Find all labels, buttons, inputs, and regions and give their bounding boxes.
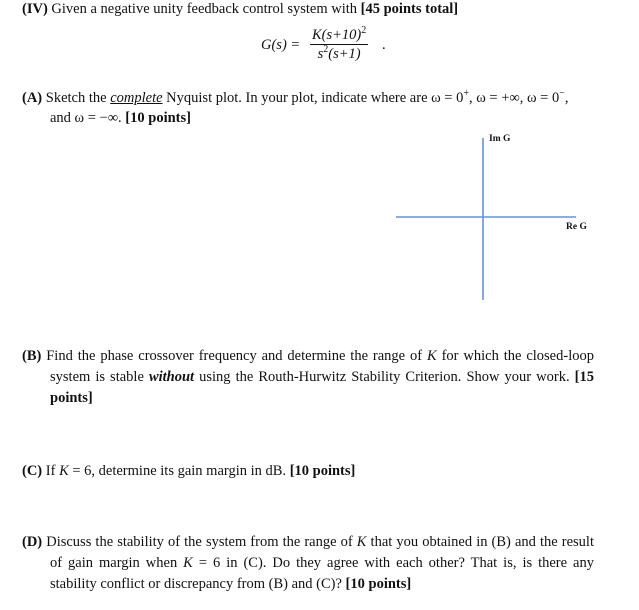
part-b (22, 346, 594, 409)
part-a-text-3: , ω = +∞, ω = 0 (469, 90, 560, 106)
real-axis-label: Re G (566, 222, 587, 232)
imaginary-axis-label: Im G (489, 134, 511, 144)
part-a-line2-text: and ω = −∞. (50, 110, 126, 126)
part-c-points: [10 points] (289, 463, 356, 479)
transfer-function-lhs-text: G(s) = (261, 37, 301, 53)
part-d-var: K (356, 534, 367, 550)
part-d-text (22, 532, 594, 595)
part-a-emphasis: complete (110, 90, 163, 106)
part-b-var: K (427, 348, 437, 364)
part-a-sup-1: + (463, 88, 469, 99)
part-a-line-2 (50, 109, 191, 128)
part-a-text-2: Nyquist plot. In your plot, indicate where are ω = 0 (162, 90, 464, 106)
transfer-function-period: . (382, 37, 386, 53)
part-d-text-2: that you obtained in (B) and the result of gain margin when (50, 534, 594, 571)
part-a-sup-2: − (559, 88, 565, 99)
part-a-text-4: , (564, 90, 569, 106)
part-b-points: [15 points] (50, 369, 594, 406)
part-d-points: [10 points] (345, 576, 412, 592)
problem-intro: Given a negative unity feedback control system with (47, 1, 361, 17)
problem-points: [45 points total] (360, 1, 459, 17)
numerator-exponent: 2 (361, 25, 367, 36)
numerator-text: K(s+10) (312, 27, 362, 43)
part-c-text-1: If (42, 463, 60, 479)
denominator-base: s (317, 46, 324, 62)
transfer-function-denominator (310, 45, 368, 63)
part-a-label: (A) (22, 90, 43, 106)
part-b-text-3: using the Routh-Hurwitz Stability Criterion. Show your work. (194, 369, 575, 385)
part-d-var2: K (183, 555, 193, 571)
problem-header (22, 0, 458, 19)
part-d (22, 532, 594, 595)
part-a-text-1: Sketch the (42, 90, 111, 106)
transfer-function-fraction (310, 26, 368, 63)
part-b-label: (B) (22, 348, 42, 364)
transfer-function-lhs (261, 36, 300, 55)
transfer-function-numerator (310, 26, 368, 45)
denominator-exponent: 2 (323, 44, 329, 55)
part-d-label: (D) (22, 534, 43, 550)
denominator-rest: (s+1) (328, 46, 361, 62)
part-a-points: [10 points] (125, 110, 191, 126)
problem-label: (IV) (22, 1, 48, 17)
part-c-text-2: = 6, determine its gain margin in dB. (68, 463, 290, 479)
part-d-text-3: = 6 in (C). Do they agree with each other? That is, is there any stability conflict or discrepancy from (B) and (C)? (50, 555, 594, 592)
part-b-text-1: Find the phase crossover frequency and determine the range of (41, 348, 427, 364)
part-c-var: K (59, 463, 69, 479)
part-b-emphasis: without (148, 369, 195, 385)
part-b-text-2: for which the closed-loop system is stable (50, 348, 594, 385)
nyquist-axes (380, 130, 610, 310)
part-b-text (22, 346, 594, 409)
part-a-line-1 (22, 89, 568, 108)
part-c (22, 462, 355, 481)
part-c-label: (C) (22, 463, 43, 479)
part-d-text-1: Discuss the stability of the system from the range of (42, 534, 357, 550)
